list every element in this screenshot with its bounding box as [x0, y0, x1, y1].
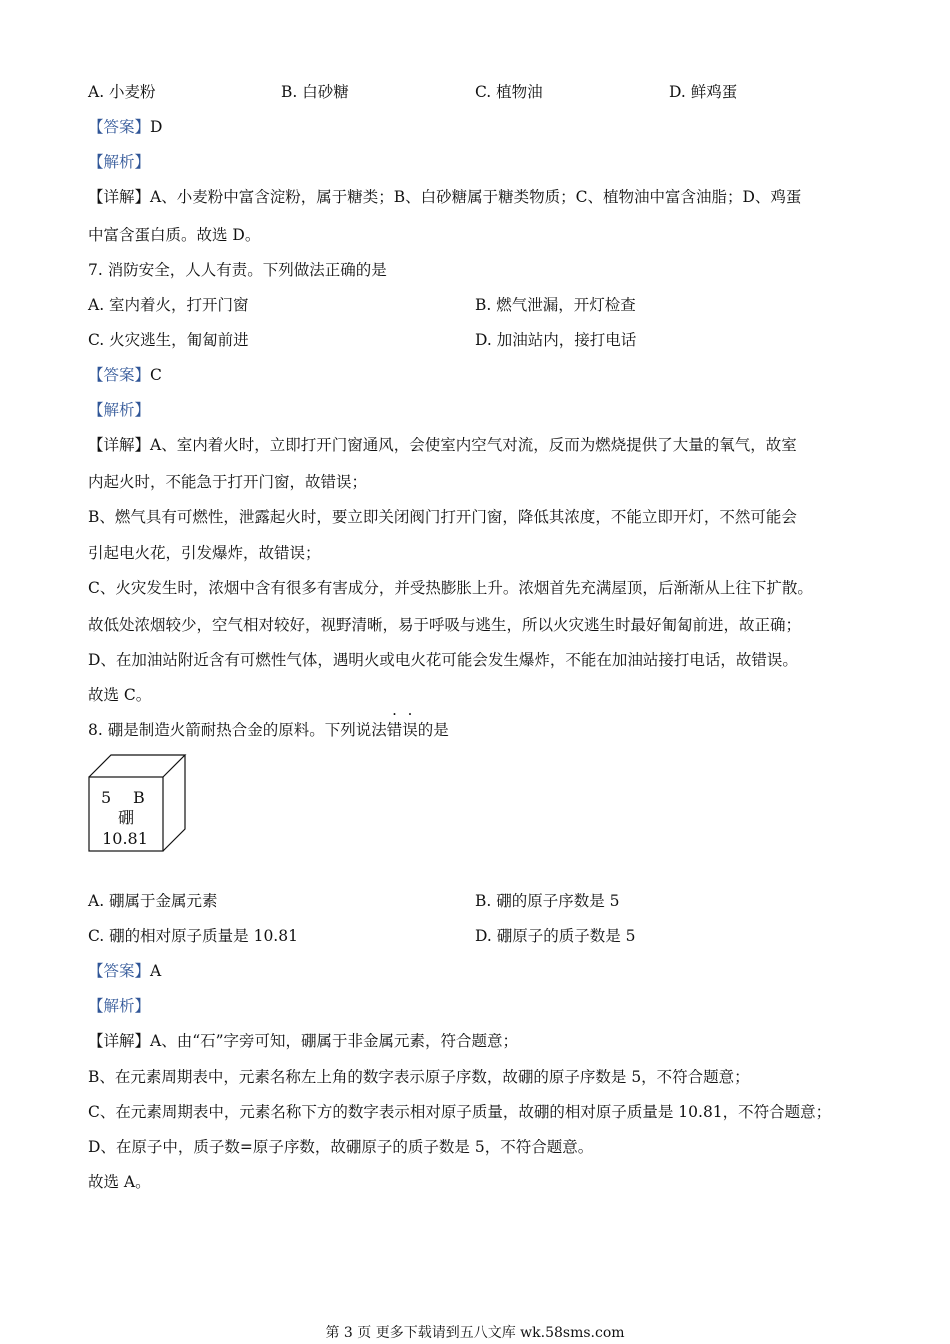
answer-value: C: [150, 366, 162, 384]
periodic-element-cube: [86, 752, 190, 854]
q8-detail-line: D、在原子中，质子数=原子序数，故硼原子的质子数是 5，不符合题意。: [88, 1138, 594, 1156]
q6-option-b: B. 白砂糖: [281, 83, 349, 101]
q7-option-d: D. 加油站内，接打电话: [475, 331, 637, 349]
q7-analysis-tag: 【解析】: [88, 401, 151, 419]
q8-analysis-tag: 【解析】: [88, 997, 151, 1015]
q8-answer: [88, 961, 161, 981]
q8-option-b: B. 硼的原子序数是 5: [475, 892, 620, 910]
detail-text: A、室内着火时，立即打开门窗通风，会使室内空气对流，反而为燃烧提供了大量的氧气，故室: [150, 436, 797, 454]
q8-option-d: D. 硼原子的质子数是 5: [475, 927, 636, 945]
q8-detail-line: C、在元素周期表中，元素名称下方的数字表示相对原子质量，故硼的相对原子质量是 10.81，不符合题意；: [88, 1103, 832, 1121]
q7-question: 7. 消防安全，人人有责。下列做法正确的是: [88, 261, 387, 279]
emphasized-char: 误: [402, 721, 418, 739]
q7-detail-line: C、火灾发生时，浓烟中含有很多有害成分，并受热膨胀上升。浓烟首先充满屋顶，后渐渐从上往下扩散。: [88, 579, 813, 597]
page-footer: 第 3 页 更多下载请到五八文库 wk.58sms.com: [325, 1325, 625, 1341]
detail-tag: 【详解】: [88, 436, 151, 454]
q6-answer: [88, 117, 162, 137]
q7-answer: [88, 365, 162, 385]
q6-detail-line: [88, 187, 801, 207]
answer-value: D: [150, 118, 163, 136]
atomic-number: 5: [101, 788, 112, 807]
q7-detail-line: 内起火时，不能急于打开门窗，故错误；: [88, 473, 368, 491]
q8-detail-line: B、在元素周期表中，元素名称左上角的数字表示原子序数，故硼的原子序数是 5，不符合题意；: [88, 1068, 750, 1086]
q7-detail-line: 故选 C。: [88, 686, 152, 704]
question-text: 的是: [417, 721, 449, 739]
atomic-mass: 10.81: [102, 829, 148, 848]
q7-detail-line: B、燃气具有可燃性，泄露起火时，要立即关闭阀门打开门窗，降低其浓度，不能立即开灯，不然可能会: [88, 508, 797, 526]
q8-detail-line: [88, 1031, 518, 1051]
q7-option-a: A. 室内着火，打开门窗: [88, 296, 249, 314]
q6-option-a: A. 小麦粉: [88, 83, 156, 101]
q7-detail-line: [88, 435, 797, 455]
element-symbol: B: [133, 788, 145, 807]
q8-detail-line: 故选 A。: [88, 1173, 151, 1191]
answer-tag: 【答案】: [88, 366, 151, 384]
answer-tag: 【答案】: [88, 962, 151, 980]
q7-option-c: C. 火灾逃生，匍匐前进: [88, 331, 249, 349]
question-text: 8. 硼是制造火箭耐热合金的原料。下列说法: [88, 721, 387, 739]
q7-detail-line: 引起电火花，引发爆炸，故错误；: [88, 544, 321, 562]
q8-question: [88, 720, 449, 740]
detail-tag: 【详解】: [88, 188, 151, 206]
q7-detail-line: 故低处浓烟较少，空气相对较好，视野清晰，易于呼吸与逃生，所以火灾逃生时最好匍匐前进，故正确；: [88, 616, 802, 634]
cube-side-face: [163, 755, 185, 851]
q6-analysis-tag: 【解析】: [88, 153, 151, 171]
cube-top-face: [89, 755, 185, 777]
answer-value: A: [150, 962, 162, 980]
detail-text: A、由“石”字旁可知，硼属于非金属元素，符合题意；: [150, 1032, 519, 1050]
detail-text: A、小麦粉中富含淀粉，属于糖类；B、白砂糖属于糖类物质；C、植物油中富含油脂；D、鸡蛋: [150, 188, 802, 206]
detail-tag: 【详解】: [88, 1032, 151, 1050]
q8-option-c: C. 硼的相对原子质量是 10.81: [88, 927, 298, 945]
q6-option-c: C. 植物油: [475, 83, 543, 101]
answer-tag: 【答案】: [88, 118, 151, 136]
q7-detail-line: D、在加油站附近含有可燃性气体，遇明火或电火花可能会发生爆炸，不能在加油站接打电话，故错误。: [88, 651, 798, 669]
q8-option-a: A. 硼属于金属元素: [88, 892, 218, 910]
q6-option-d: D. 鲜鸡蛋: [669, 83, 738, 101]
emphasized-char: 错: [386, 721, 403, 739]
element-name: 硼: [117, 808, 135, 827]
q7-option-b: B. 燃气泄漏，开灯检查: [475, 296, 636, 314]
q6-detail-line: 中富含蛋白质。故选 D。: [88, 226, 261, 244]
